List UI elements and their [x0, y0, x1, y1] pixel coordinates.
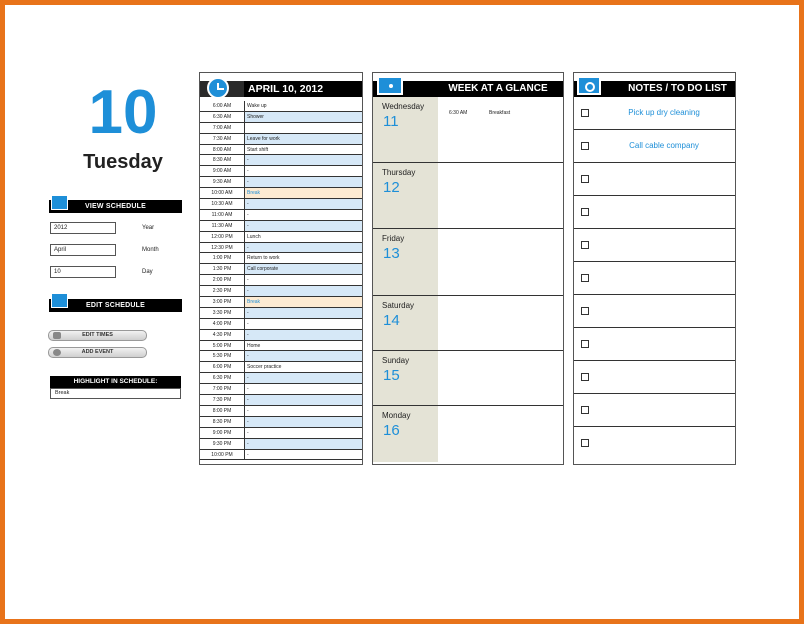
week-at-a-glance [372, 72, 564, 465]
schedule-row[interactable] [200, 428, 362, 439]
schedule-time: 4:00 PM [200, 319, 245, 329]
schedule-event[interactable]: Break [245, 188, 362, 198]
highlight-header: HIGHLIGHT IN SCHEDULE: [50, 376, 181, 388]
schedule-row[interactable] [200, 341, 362, 352]
schedule-row[interactable] [200, 243, 362, 254]
schedule-time: 11:00 AM [200, 210, 245, 220]
week-day-saturday[interactable] [373, 296, 563, 351]
schedule-row[interactable] [200, 199, 362, 210]
week-day-sunday[interactable] [373, 351, 563, 406]
schedule-event[interactable]: - [247, 451, 249, 458]
schedule-time: 7:00 PM [200, 384, 245, 394]
schedule-time: 7:30 PM [200, 395, 245, 405]
week-title: WEEK AT A GLANCE [448, 83, 548, 94]
schedule-time: 8:00 AM [200, 145, 245, 155]
day-input[interactable]: 10 [50, 266, 116, 278]
schedule-event[interactable]: - [247, 211, 249, 218]
schedule-row[interactable] [200, 101, 362, 112]
schedule-row[interactable] [200, 373, 362, 384]
month-label: Month [142, 247, 159, 253]
schedule-event[interactable]: - [247, 320, 249, 327]
todo-item[interactable] [574, 427, 735, 460]
schedule-event[interactable]: - [247, 168, 249, 175]
week-day-thursday[interactable] [373, 163, 563, 229]
schedule-event[interactable]: - [245, 351, 362, 361]
schedule-time: 1:30 PM [200, 264, 245, 274]
year-label: Year [142, 225, 155, 231]
todo-checkbox[interactable] [581, 109, 589, 117]
week-day-name: Sunday [382, 356, 410, 365]
week-day-friday[interactable] [373, 229, 563, 296]
todo-checkbox[interactable] [581, 373, 589, 381]
week-day-monday[interactable] [373, 406, 563, 462]
schedule-time: 6:00 AM [200, 101, 245, 111]
schedule-row[interactable] [200, 362, 362, 373]
schedule-date-title: APRIL 10, 2012 [248, 83, 324, 95]
week-day-number: 11 [383, 113, 399, 130]
todo-item[interactable] [574, 130, 735, 163]
week-day-name: Saturday [382, 301, 415, 310]
schedule-row[interactable] [200, 351, 362, 362]
schedule-event[interactable]: - [245, 439, 362, 449]
schedule-event[interactable]: Return to work [247, 255, 280, 262]
schedule-event[interactable]: Home [247, 342, 261, 349]
notes-icon [577, 76, 601, 95]
todo-item[interactable] [574, 295, 735, 328]
schedule-row[interactable] [200, 188, 362, 199]
schedule-time: 6:30 AM [200, 112, 245, 122]
clock-icon [207, 77, 229, 99]
week-days [373, 97, 563, 465]
schedule-row[interactable] [200, 395, 362, 406]
todo-checkbox[interactable] [581, 175, 589, 183]
week-day-number: 12 [383, 179, 400, 196]
view-schedule-header: VIEW SCHEDULE [49, 200, 182, 213]
todo-checkbox[interactable] [581, 307, 589, 315]
schedule-event[interactable]: - [245, 395, 362, 405]
todo-item[interactable] [574, 163, 735, 196]
schedule-time: 3:30 PM [200, 308, 245, 318]
big-day-number: 10 [88, 78, 158, 147]
week-day-name: Thursday [382, 168, 416, 177]
todo-text[interactable]: Call cable company [629, 141, 699, 150]
schedule-time: 8:30 PM [200, 417, 245, 427]
week-day-name: Wednesday [382, 102, 425, 111]
todo-checkbox[interactable] [581, 142, 589, 150]
add-event-label: ADD EVENT [81, 349, 114, 355]
schedule-event[interactable]: - [245, 177, 362, 187]
schedule-row[interactable] [200, 221, 362, 232]
schedule-time: 5:00 PM [200, 341, 245, 351]
edit-times-label: EDIT TIMES [82, 332, 113, 338]
schedule-event[interactable]: - [245, 373, 362, 383]
schedule-event[interactable]: - [245, 155, 362, 165]
schedule-row[interactable] [200, 439, 362, 450]
todo-checkbox[interactable] [581, 241, 589, 249]
schedule-row[interactable] [200, 210, 362, 221]
schedule-event[interactable]: Soccer practice [247, 364, 282, 371]
schedule-row[interactable] [200, 308, 362, 319]
todo-text[interactable]: Pick up dry cleaning [628, 108, 700, 117]
schedule-row[interactable] [200, 450, 362, 461]
schedule-event[interactable]: - [245, 308, 362, 318]
schedule-time: 1:00 PM [200, 253, 245, 263]
notes-title: NOTES / TO DO LIST [628, 83, 727, 94]
schedule-event[interactable]: - [245, 221, 362, 231]
schedule-time: 5:30 PM [200, 351, 245, 361]
schedule-row[interactable] [200, 384, 362, 395]
schedule-event[interactable]: Wake up [247, 103, 267, 109]
week-day-name: Monday [382, 411, 411, 420]
week-day-name: Friday [382, 234, 405, 243]
schedule-time: 9:30 AM [200, 177, 245, 187]
schedule-time: 9:30 PM [200, 439, 245, 449]
schedule-time: 7:00 AM [200, 123, 245, 133]
add-event-button[interactable] [48, 347, 147, 358]
schedule-event[interactable]: - [247, 277, 249, 284]
schedule-time: 2:00 PM [200, 275, 245, 285]
schedule-event[interactable]: - [245, 286, 362, 296]
week-day-number: 14 [383, 312, 400, 329]
week-day-number: 13 [383, 245, 400, 262]
todo-item[interactable] [574, 97, 735, 130]
schedule-row[interactable] [200, 406, 362, 417]
todo-item[interactable] [574, 394, 735, 427]
schedule-rows [200, 101, 362, 460]
notes-items [574, 97, 735, 460]
grid-icon [53, 332, 61, 339]
schedule-event[interactable]: Shower [245, 112, 362, 122]
schedule-event[interactable] [245, 123, 362, 133]
schedule-row[interactable] [200, 417, 362, 428]
week-day-number: 15 [383, 367, 400, 384]
schedule-time: 10:30 AM [200, 199, 245, 209]
year-input[interactable]: 2012 [50, 222, 116, 234]
schedule-row[interactable] [200, 297, 362, 308]
schedule-time: 8:00 PM [200, 406, 245, 416]
schedule-time: 10:00 PM [200, 450, 245, 460]
plus-circle-icon [53, 349, 61, 356]
schedule-time: 9:00 AM [200, 166, 245, 176]
schedule-time: 12:00 PM [200, 232, 245, 242]
schedule-event[interactable]: - [245, 417, 362, 427]
week-day-number: 16 [383, 422, 400, 439]
week-event-time: 6:30 AM [449, 110, 468, 116]
schedule-row[interactable] [200, 253, 362, 264]
todo-checkbox[interactable] [581, 208, 589, 216]
folder-icon [377, 76, 403, 95]
spreadsheet-canvas [5, 5, 799, 619]
schedule-event[interactable]: Leave for work [245, 134, 362, 144]
schedule-time: 10:00 AM [200, 188, 245, 198]
todo-checkbox[interactable] [581, 274, 589, 282]
schedule-row[interactable] [200, 145, 362, 156]
todo-item[interactable] [574, 196, 735, 229]
schedule-row[interactable] [200, 319, 362, 330]
schedule-event[interactable]: Break [245, 297, 362, 307]
schedule-row[interactable] [200, 155, 362, 166]
week-event-text: Breakfast [489, 110, 511, 116]
schedule-row[interactable] [200, 134, 362, 145]
schedule-event[interactable]: - [247, 407, 249, 414]
schedule-row[interactable] [200, 264, 362, 275]
schedule-time: 9:00 PM [200, 428, 245, 438]
schedule-time: 8:30 AM [200, 155, 245, 165]
todo-checkbox[interactable] [581, 406, 589, 414]
schedule-event[interactable]: - [247, 386, 249, 393]
schedule-event[interactable]: Lunch [247, 233, 261, 240]
notes-todo-list [573, 72, 736, 465]
schedule-time: 3:00 PM [200, 297, 245, 307]
schedule-row[interactable] [200, 166, 362, 177]
schedule-row[interactable] [200, 123, 362, 134]
edit-schedule-header: EDIT SCHEDULE [49, 299, 182, 312]
schedule-row[interactable] [200, 286, 362, 297]
daily-schedule [199, 72, 363, 465]
todo-checkbox[interactable] [581, 340, 589, 348]
schedule-time: 4:30 PM [200, 330, 245, 340]
schedule-event[interactable]: - [247, 429, 249, 436]
schedule-event[interactable]: Start shift [247, 146, 269, 153]
big-weekday: Tuesday [83, 151, 163, 173]
edit-times-button[interactable] [48, 330, 147, 341]
todo-item[interactable] [574, 361, 735, 394]
clipboard-icon [51, 293, 68, 308]
schedule-row[interactable] [200, 177, 362, 188]
day-label: Day [142, 269, 153, 275]
highlight-input[interactable]: Break [50, 388, 181, 399]
schedule-event[interactable]: - [245, 243, 362, 253]
week-day-wednesday[interactable] [373, 97, 563, 163]
schedule-event[interactable]: - [245, 199, 362, 209]
todo-item[interactable] [574, 328, 735, 361]
schedule-row[interactable] [200, 232, 362, 243]
todo-item[interactable] [574, 262, 735, 295]
schedule-time: 11:30 AM [200, 221, 245, 231]
month-input[interactable]: April [50, 244, 116, 256]
schedule-event[interactable]: - [245, 330, 362, 340]
schedule-time: 6:00 PM [200, 362, 245, 372]
schedule-time: 7:30 AM [200, 134, 245, 144]
schedule-time: 6:30 PM [200, 373, 245, 383]
todo-checkbox[interactable] [581, 439, 589, 447]
schedule-row[interactable] [200, 275, 362, 286]
schedule-row[interactable] [200, 112, 362, 123]
schedule-event[interactable]: Call corporate [245, 264, 362, 274]
schedule-time: 12:30 PM [200, 243, 245, 253]
schedule-time: 2:30 PM [200, 286, 245, 296]
schedule-row[interactable] [200, 330, 362, 341]
calendar-icon [51, 195, 68, 210]
todo-item[interactable] [574, 229, 735, 262]
